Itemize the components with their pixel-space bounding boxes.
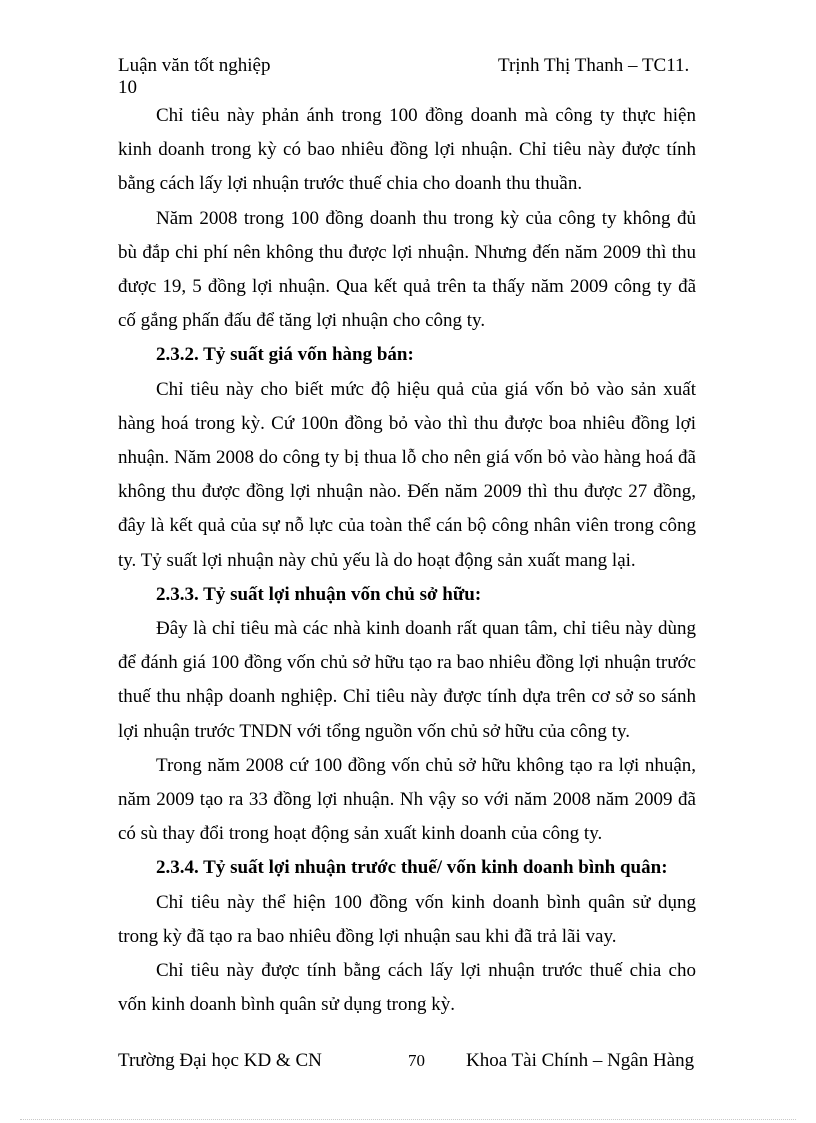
paragraph-cost-of-goods-ratio: Chỉ tiêu này cho biết mức độ hiệu quả của giá vốn bỏ vào sản xuất hàng hoá trong kỳ. Cứ 100n đồng bỏ vào thì thu được boa nhiêu đồng lợi nhuận. Năm 2008 do công ty bị thua lỗ cho nên giá vốn bỏ vào hàng hoá đã không thu được đồng lợi nhuận nào. Đến năm 2009 thì thu được 27 đồng, đây là kết quả của sự nỗ lực của toàn thể cán bộ công nhân viên trong công ty. Tỷ suất lợi nhuận này chủ yếu là do hoạt động sản xuất mang lại. — [118, 378, 696, 571]
footer-university: Trường Đại học KD & CN — [118, 1050, 322, 1071]
footer-page-number: 70 — [408, 1051, 425, 1070]
section-number: 2.3.3. — [156, 583, 199, 605]
section-heading-2-3-4 — [118, 851, 696, 885]
header-class-number: 10 — [118, 77, 137, 98]
section-number: 2.3.2. — [156, 344, 199, 366]
section-heading-2-3-2 — [118, 338, 696, 372]
header-thesis-title: Luận văn tốt nghiệp — [118, 55, 271, 76]
page-bottom-divider — [20, 1119, 796, 1120]
paragraph-profit-margin-analysis: Năm 2008 trong 100 đồng doanh thu trong kỳ của công ty không đủ bù đắp chi phí nên không thu được lợi nhuận. Nhưng đến năm 2009 thì thu được 19, 5 đồng lợi nhuận. Qua kết quả trên ta thấy năm 2009 công ty đã cố gắng phấn đấu để tăng lợi nhuận cho công ty. — [118, 207, 696, 332]
header-author: Trịnh Thị Thanh – TC11. — [498, 55, 690, 76]
paragraph-profit-margin-definition: Chỉ tiêu này phản ánh trong 100 đồng doanh mà công ty thực hiện kinh doanh trong kỳ có bao nhiêu đồng lợi nhuận. Chỉ tiêu này được tính bằng cách lấy lợi nhuận trước thuế chia cho doanh thu thuần. — [118, 105, 696, 195]
section-number: 2.3.4. — [156, 857, 199, 879]
section-title: Tỷ suất lợi nhuận trước thuế/ vốn kinh doanh bình quân: — [203, 857, 668, 879]
section-heading-2-3-3 — [118, 578, 696, 612]
document-body — [118, 99, 696, 1022]
section-title: Tỷ suất lợi nhuận vốn chủ sở hữu: — [203, 583, 482, 605]
paragraph-capital-return-formula: Chỉ tiêu này được tính bằng cách lấy lợi nhuận trước thuế chia cho vốn kinh doanh bình quân sử dụng trong kỳ. — [118, 960, 696, 1016]
paragraph-equity-return-analysis: Trong năm 2008 cứ 100 đồng vốn chủ sở hữu không tạo ra lợi nhuận, năm 2009 tạo ra 33 đồng lợi nhuận. Nh vậy so với năm 2008 năm 2009 đã có sù thay đổi trong hoạt động sản xuất kinh doanh của công ty. — [118, 754, 696, 845]
footer-faculty: Khoa Tài Chính – Ngân Hàng — [466, 1050, 695, 1071]
paragraph-capital-return-definition: Chỉ tiêu này thể hiện 100 đồng vốn kinh doanh bình quân sử dụng trong kỳ đã tạo ra bao nhiêu đồng lợi nhuận sau khi đã trả lãi vay. — [118, 891, 696, 947]
paragraph-equity-return-definition: Đây là chỉ tiêu mà các nhà kinh doanh rất quan tâm, chỉ tiêu này dùng để đánh giá 100 đồng vốn chủ sở hữu tạo ra bao nhiêu đồng lợi nhuận trước thuế thu nhập doanh nghiệp. Chỉ tiêu này được tính dựa trên cơ sở so sánh lợi nhuận trước TNDN với tổng nguồn vốn chủ sở hữu của công ty. — [118, 618, 696, 742]
section-title: Tỷ suất giá vốn hàng bán: — [203, 344, 414, 366]
